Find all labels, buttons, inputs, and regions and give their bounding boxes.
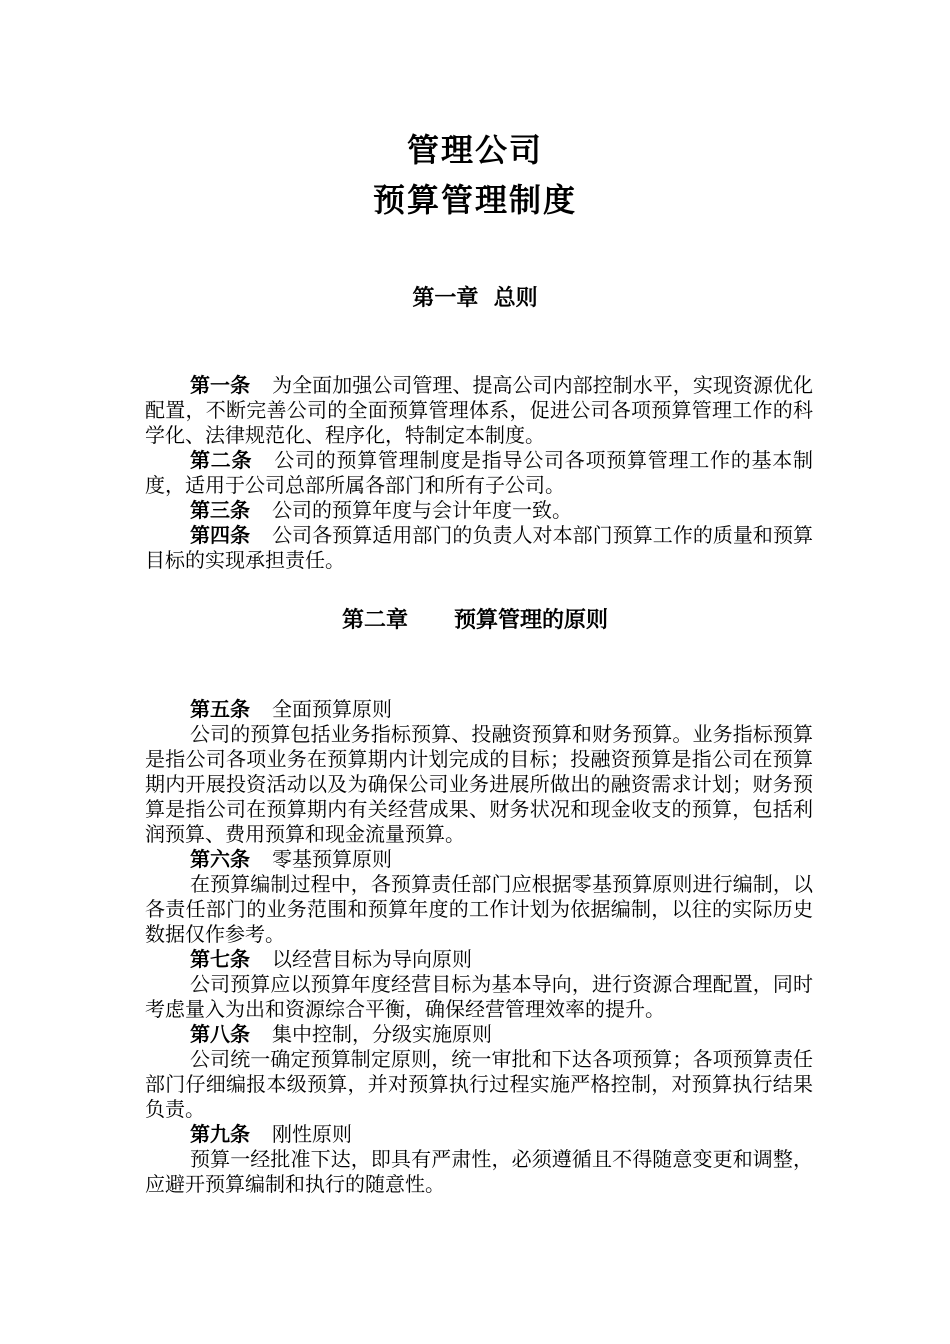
article-5-title: 全面预算原则 xyxy=(272,697,392,721)
article-2-label: 第二条 xyxy=(190,448,253,472)
article-1-label: 第一条 xyxy=(190,373,251,397)
article-5-label: 第五条 xyxy=(190,697,250,721)
chapter1-heading: 第一章 总则 xyxy=(412,286,538,311)
chapter1-body xyxy=(145,373,813,573)
document-title-line2: 预算管理制度 xyxy=(372,181,577,219)
article-4 xyxy=(145,523,813,573)
document-title-line1: 管理公司 xyxy=(406,131,543,169)
article-7-heading xyxy=(145,947,813,972)
chapter2-heading: 第二章 预算管理的原则 xyxy=(342,608,608,633)
article-6-text: 在预算编制过程中，各预算责任部门应根据零基预算原则进行编制，以各责任部门的业务范围和预算年度的工作计划为依据编制，以往的实际历史数据仅作参考。 xyxy=(145,872,813,946)
article-7-text: 公司预算应以预算年度经营目标为基本导向，进行资源合理配置，同时考虑量入为出和资源综合平衡，确保经营管理效率的提升。 xyxy=(145,972,813,1021)
article-9-text: 预算一经批准下达，即具有严肃性，必须遵循且不得随意变更和调整，应避开预算编制和执行的随意性。 xyxy=(145,1147,813,1196)
article-2-text: 公司的预算管理制度是指导公司各项预算管理工作的基本制度，适用于公司总部所属各部门和所有子公司。 xyxy=(145,448,813,497)
article-6-heading xyxy=(145,847,813,872)
article-8-title: 集中控制，分级实施原则 xyxy=(272,1022,492,1046)
article-9-heading xyxy=(145,1122,813,1147)
article-3-label: 第三条 xyxy=(190,498,250,522)
chapter2-body xyxy=(145,697,813,1197)
article-1-text: 为全面加强公司管理、提高公司内部控制水平，实现资源优化配置，不断完善公司的全面预算管理体系，促进公司各项预算管理工作的科学化、法律规范化、程序化，特制定本制度。 xyxy=(145,373,814,447)
article-3 xyxy=(145,498,813,523)
article-9-title: 刚性原则 xyxy=(272,1122,352,1146)
article-7-title: 以经营目标为导向原则 xyxy=(272,947,472,971)
article-9-label: 第九条 xyxy=(190,1122,250,1146)
article-8-heading xyxy=(145,1022,813,1047)
article-4-text: 公司各预算适用部门的负责人对本部门预算工作的质量和预算目标的实现承担责任。 xyxy=(145,523,814,572)
article-5-heading xyxy=(145,697,813,722)
article-6-label: 第六条 xyxy=(190,847,250,871)
article-3-text: 公司的预算年度与会计年度一致。 xyxy=(272,498,572,522)
article-2 xyxy=(145,448,813,498)
article-6-title: 零基预算原则 xyxy=(272,847,392,871)
article-8-label: 第八条 xyxy=(190,1022,250,1046)
article-4-label: 第四条 xyxy=(190,523,251,547)
article-1 xyxy=(145,373,813,448)
article-5-text: 公司的预算包括业务指标预算、投融资预算和财务预算。业务指标预算是指公司各项业务在预算期内计划完成的目标；投融资预算是指公司在预算期内开展投资活动以及为确保公司业务进展所做出的融资需求计划；财务预算是指公司在预算期内有关经营成果、财务状况和现金收支的预算，包括利润预算、费用预算和现金流量预算。 xyxy=(145,722,813,846)
article-8-text: 公司统一确定预算制定原则，统一审批和下达各项预算；各项预算责任部门仔细编报本级预算，并对预算执行过程实施严格控制，对预算执行结果负责。 xyxy=(145,1047,813,1121)
article-7-label: 第七条 xyxy=(190,947,250,971)
